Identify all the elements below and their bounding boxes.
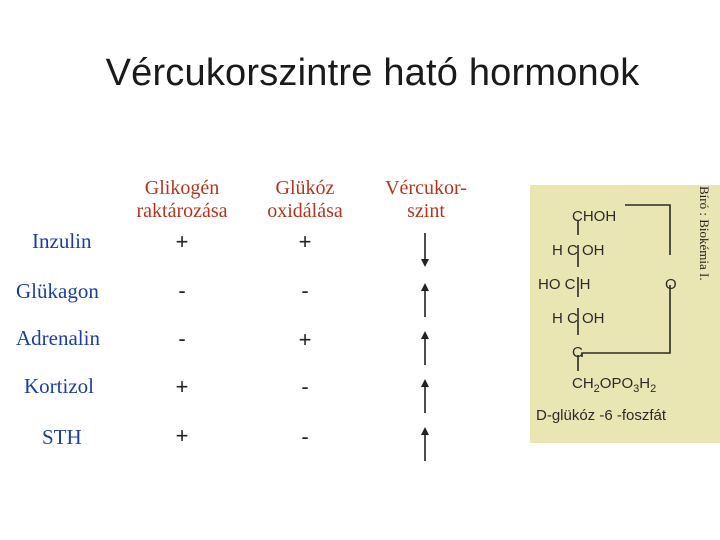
source-credit-text: Bíró : Biokémia I. xyxy=(697,186,712,281)
inzulin-oxidation-sign: + xyxy=(298,229,312,254)
hormone-label-inzulin: Inzulin xyxy=(32,229,92,253)
phosphate-ch: CH xyxy=(572,375,594,392)
adrenalin-oxidation-sign: + xyxy=(298,327,312,352)
header-glucose-line2: oxidálása xyxy=(267,200,343,222)
structure-line-hcoh-1: H C OH xyxy=(552,242,605,259)
inzulin-glycogen-sign: + xyxy=(175,229,189,254)
kortizol-oxidation-sign: - xyxy=(301,374,309,399)
blood-sugar-arrow-adrenalin xyxy=(418,330,432,368)
header-glucose-line1: Glükóz xyxy=(275,177,335,199)
adrenalin-glycogen-sign: - xyxy=(178,326,186,351)
header-glycogen-line2: raktározása xyxy=(136,200,228,222)
hormone-label-glukagon: Glükagon xyxy=(16,279,99,303)
structure-line-hoch: HO C H xyxy=(538,276,591,293)
structure-caption: D-glükóz -6 -foszfát xyxy=(536,407,667,424)
glukagon-glycogen-sign: - xyxy=(178,278,186,303)
header-glycogen-line1: Glikogén xyxy=(144,177,220,199)
source-credit xyxy=(696,186,716,312)
header-blood-sugar-line1: Vércukor- xyxy=(385,177,467,199)
blood-sugar-arrow-sth xyxy=(418,426,432,464)
header-glycogen-storage xyxy=(118,177,246,223)
sth-oxidation-sign: - xyxy=(301,424,309,449)
page-title: Vércukorszintre ható hormonok xyxy=(105,52,640,94)
glukagon-oxidation-sign: - xyxy=(301,278,309,303)
hormone-label-kortizol: Kortizol xyxy=(24,374,94,398)
blood-sugar-arrow-kortizol xyxy=(418,378,432,416)
structure-ring-oxygen: O xyxy=(665,276,677,293)
header-blood-sugar-line2: szint xyxy=(407,200,445,222)
phosphate-sub-2b: 2 xyxy=(650,383,657,395)
structure-line-hcoh-2: H C OH xyxy=(552,310,605,327)
blood-sugar-arrow-inzulin xyxy=(418,230,432,268)
phosphate-opo: OPO xyxy=(599,375,634,392)
phosphate-sub-2a: 2 xyxy=(593,383,600,395)
structure-line-c: C xyxy=(572,344,583,361)
sth-glycogen-sign: + xyxy=(175,423,189,448)
hormone-label-adrenalin: Adrenalin xyxy=(16,326,100,350)
blood-sugar-arrow-glükagon xyxy=(418,282,432,320)
phosphate-sub-3: 3 xyxy=(633,383,640,395)
header-glucose-oxidation xyxy=(250,177,360,223)
hormone-label-sth: STH xyxy=(42,425,82,449)
header-blood-sugar xyxy=(370,177,482,223)
phosphate-h: H xyxy=(639,375,651,392)
glucose-6-phosphate-structure xyxy=(530,185,720,443)
kortizol-glycogen-sign: + xyxy=(175,374,189,399)
structure-line-choh: CHOH xyxy=(572,208,617,225)
structure-line-phosphate xyxy=(572,375,656,398)
